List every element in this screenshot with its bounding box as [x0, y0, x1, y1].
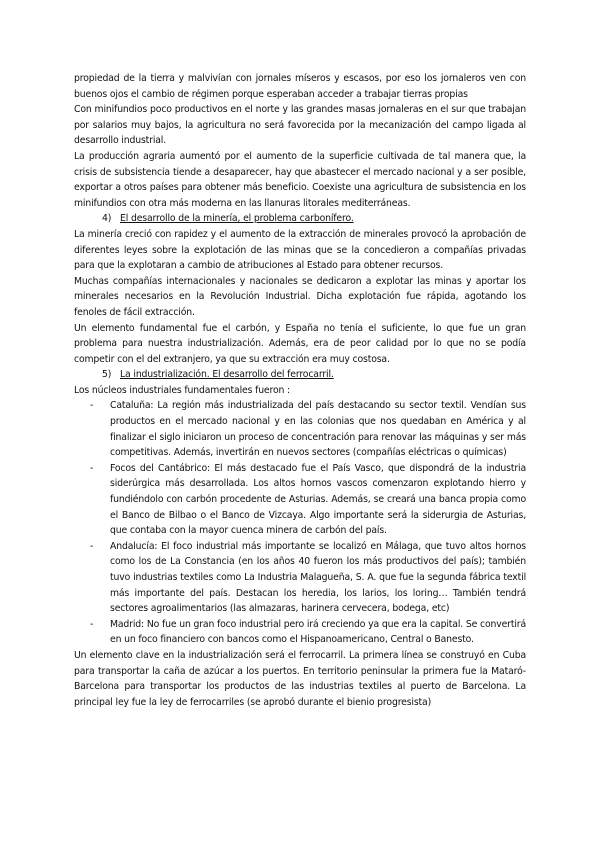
paragraph: La minería creció con rapidez y el aumento de la extracción de minerales provocó la aprobación de diferentes leyes sobre la explotación de las minas que se la concedieron a compañías privadas para que la explotaran a cambio de atribuciones al Estado para obtener recursos. [74, 228, 526, 272]
list-item [74, 539, 526, 617]
section-heading-mining [102, 211, 526, 227]
section-number: 5) [102, 369, 112, 381]
list-item [74, 398, 526, 460]
list-dash: - [90, 540, 94, 552]
document-body [74, 71, 526, 710]
list-item [74, 617, 526, 648]
paragraph: Un elemento clave en la industrialización será el ferrocarril. La primera línea se construyó en Cuba para transportar la caña de azúcar a los puertos. En territorio peninsular la primera fue la Mataró-Barcelona para transportar los productos de las industrias textiles al puerto de Barcelona. La principal ley fue la ley de ferrocarriles (se aprobó durante el bienio progresista) [74, 649, 526, 708]
list-intro: Los núcleos industriales fundamentales fueron : [74, 384, 291, 396]
paragraph: Muchas compañías internacionales y nacionales se dedicaron a explotar las minas y aportar los minerales necesarios en la Revolución Industrial. Dicha explotación fue rápida, agotando los fenoles de fácil extracción. [74, 275, 526, 318]
paragraph: propiedad de la tierra y malvivían con jornales míseros y escasos, por eso los jornaleros ven con buenos ojos el cambio de régimen porque esperaban acceder a trabajar tierras propias [74, 73, 526, 100]
paragraph: Con minifundios poco productivos en el norte y las grandes masas jornaleras en el sur que trabajan por salarios muy bajos, la agricultura no será favorecida por la mecanización del campo ligada al desarrollo industrial. [74, 104, 526, 147]
paragraph: Un elemento fundamental fue el carbón, y España no tenía el suficiente, lo que fue un gran problema para nuestra industrialización. Además, era de peor calidad por lo que no se podía competir con el del extranjero, ya que su extracción era muy costosa. [74, 322, 526, 365]
section-title: La industrialización. El desarrollo del ferrocarril. [120, 369, 334, 381]
list-item-text: Madrid: No fue un gran foco industrial pero irá creciendo ya que era la capital. Se convertirá en un foco financiero con bancos como el Hispanoamericano, Central o Banesto. [110, 618, 526, 646]
industrial-centers-list [74, 398, 526, 648]
list-item-text: Andalucía: El foco industrial más importante se localizó en Málaga, que tuvo altos hornos como los de La Constancia (en los años 40 fueron los más productivos del país); también tuvo industrias textiles como La Industria Malagueña, S. A. que fue la segunda fábrica textil más importante del país. Destacan los heredia, los larios, los loring… También tendrá sectores agroalimentarios (las almazaras, harinera cervecera, bodega, etc) [110, 540, 526, 615]
section-heading-industrialization [102, 367, 526, 383]
list-dash: - [90, 462, 94, 474]
section-number: 4) [102, 213, 112, 225]
list-dash: - [90, 618, 94, 630]
paragraph: La producción agraria aumentó por el aumento de la superficie cultivada de tal manera que, la crisis de subsistencia tiende a desaparecer, hay que abastecer el mercado nacional y a ser posible, exportar a otros países para obtener más beneficio. Coexiste una agricultura de subsistencia en los minifundios con otra más moderna en las llanuras litorales mediterráneas. [74, 150, 526, 209]
section-title: El desarrollo de la minería, el problema carbonífero. [120, 213, 354, 225]
list-item-text: Focos del Cantábrico: El más destacado fue el País Vasco, que dispondrá de la industria siderúrgica más desarrollada. Los altos hornos vascos comenzaron explotando hierro y fundiéndolo con carbón procedente de Asturias. Además, se creará una banca propia como el Banco de Bilbao o el Banco de Vizcaya. Algo importante será la siderurgia de Asturias, que contaba con la mayor cuenca minera de carbón del país. [110, 462, 526, 537]
list-item [74, 461, 526, 539]
list-item-text: Cataluña: La región más industrializada del país destacando su sector textil. Vendían sus productos en el mercado nacional y en las colonias que nos quedaban en América y al finalizar el siglo iniciaron un proceso de concentración para renovar las máquinas y ser más competitivas. Además, invertirán en nuevos sectores (compañías eléctricas o químicas) [110, 400, 526, 459]
list-dash: - [90, 400, 94, 412]
